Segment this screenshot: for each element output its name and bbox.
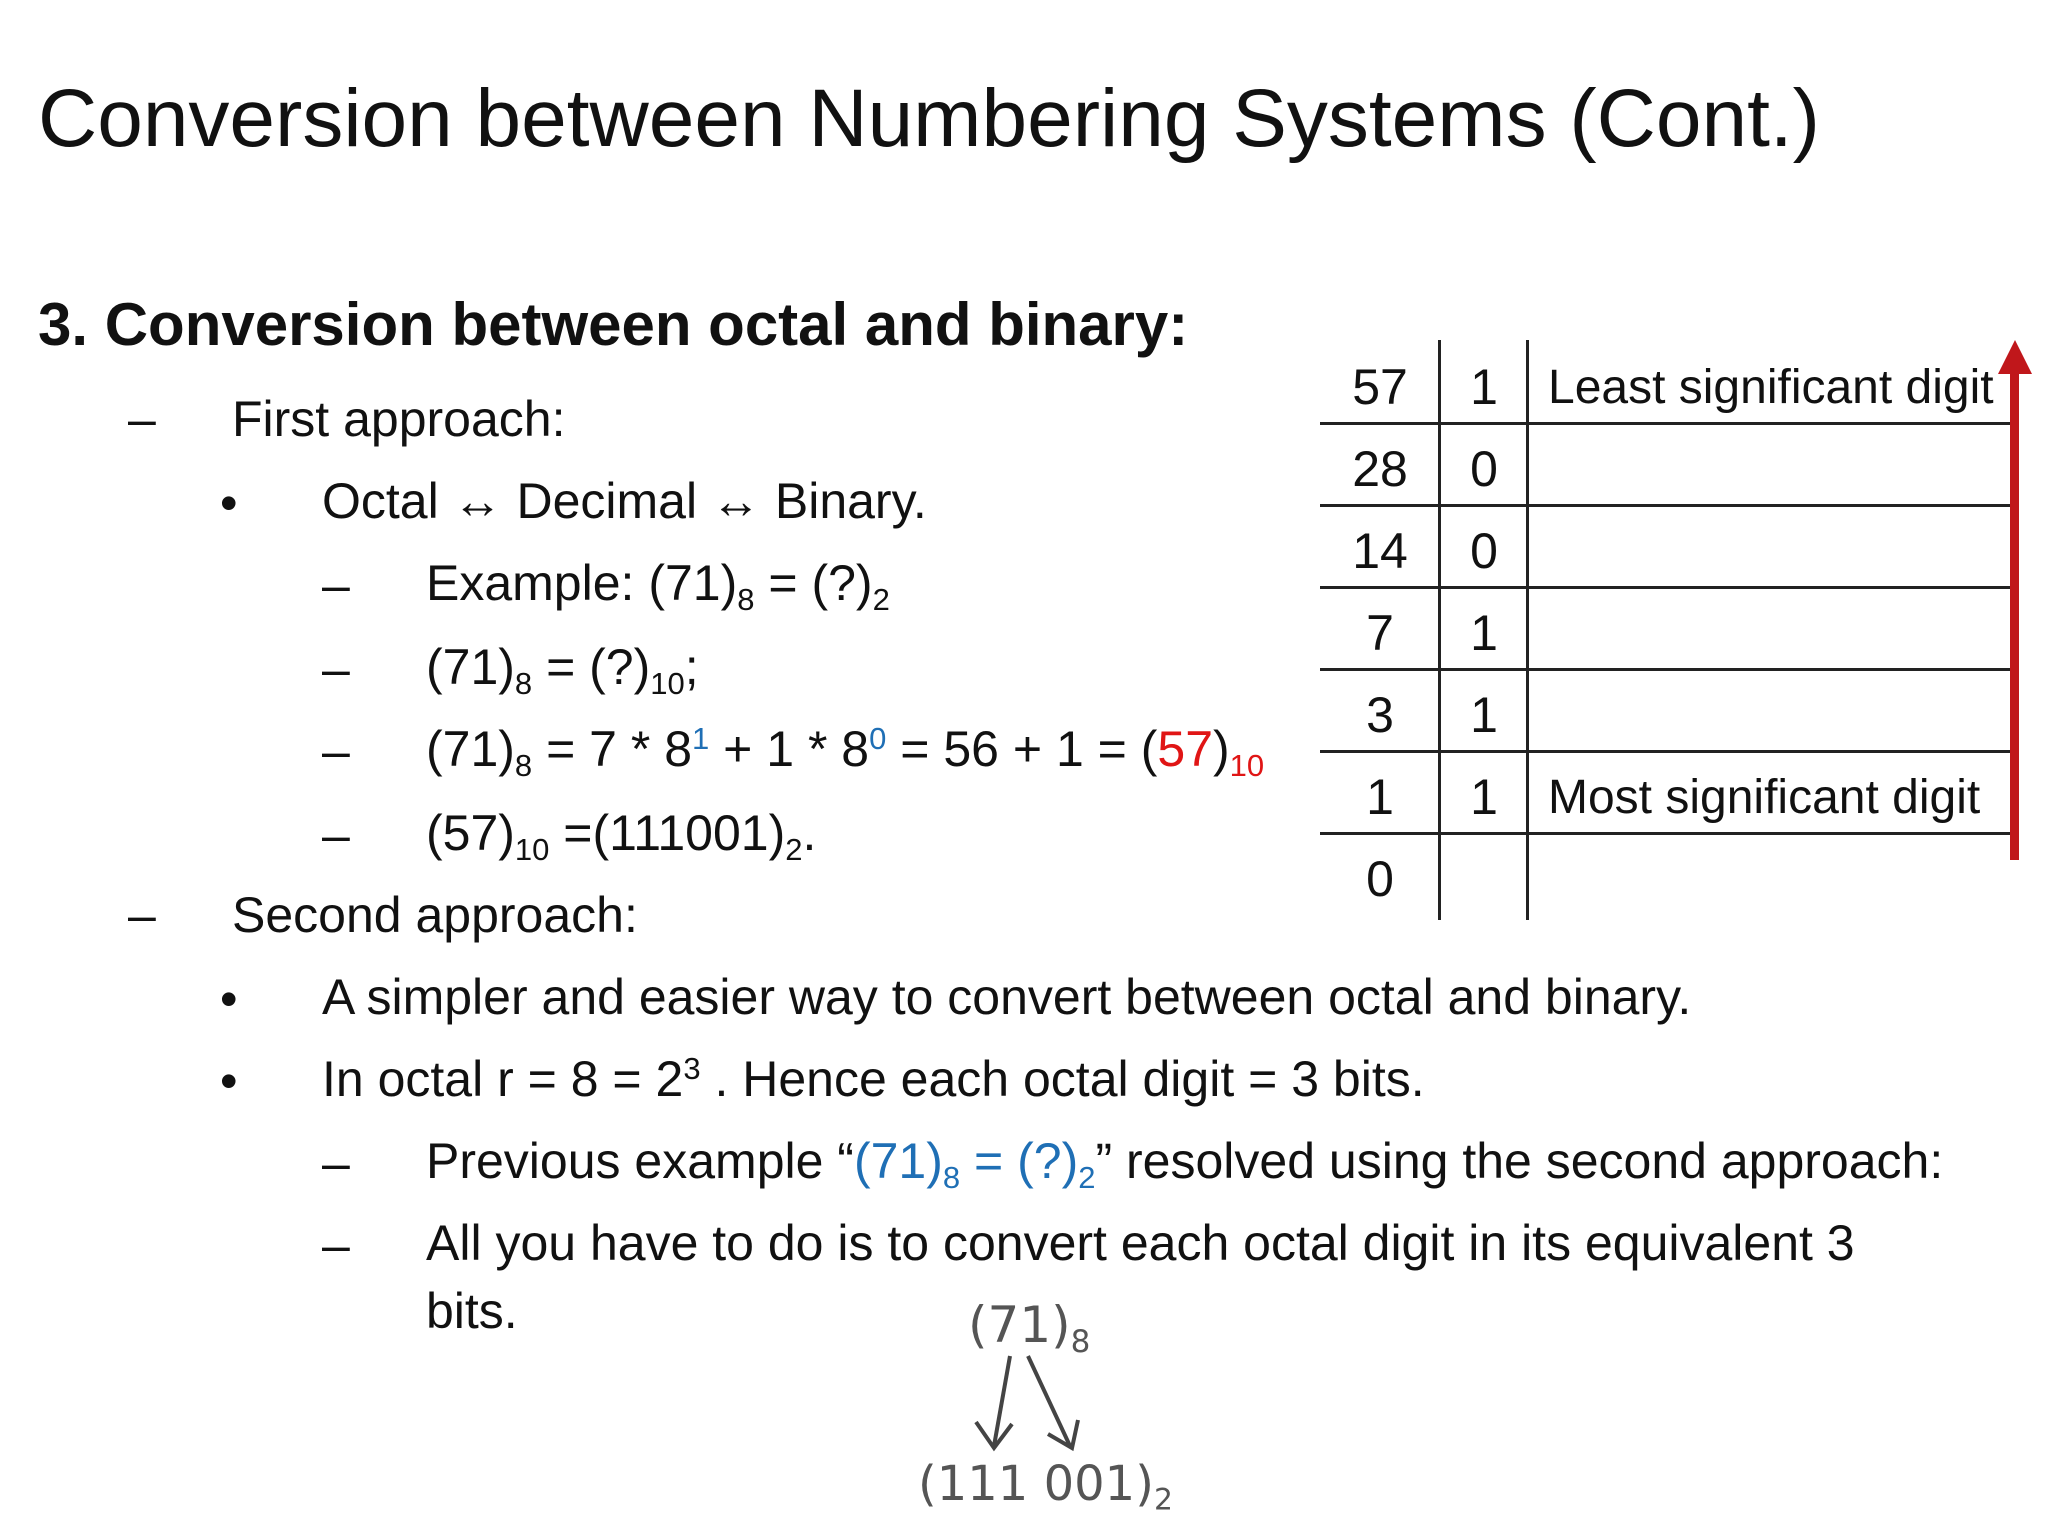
dash-bullet: –: [322, 723, 350, 779]
simpler-way-text: A simpler and easier way to convert between octal and binary.: [322, 969, 1692, 1025]
octal-decimal-binary-text: Octal ↔ Decimal ↔ Binary.: [322, 473, 927, 529]
quotient-cell: 14: [1352, 523, 1408, 579]
step-3-text: $(57)_{10} =(111001)_2$.: [426, 805, 817, 867]
diagram-binary-value: (111 $001)_2$: [918, 1456, 1173, 1518]
dot-bullet: •: [220, 971, 238, 1027]
table-rule: [1320, 422, 2010, 425]
all-you-have-text-cont: bits.: [426, 1283, 518, 1339]
dash-bullet: –: [322, 557, 350, 613]
quotient-cell: 57: [1352, 359, 1408, 415]
remainder-cell: 1: [1470, 687, 1498, 743]
least-significant-label: Least significant digit: [1548, 361, 1994, 414]
quotient-cell: 3: [1366, 687, 1394, 743]
example-text: Example: $(71)_8$ = $(?)_2$: [426, 555, 890, 617]
dash-bullet: –: [128, 887, 156, 943]
division-table: [1320, 340, 2010, 920]
split-arrows-icon: [958, 1350, 1098, 1460]
remainder-cell: 1: [1470, 769, 1498, 825]
slide-title: Conversion between Numbering Systems (Cont.): [38, 73, 1820, 164]
dash-bullet: –: [128, 391, 156, 447]
up-arrow-shaft: [2010, 360, 2019, 860]
remainder-cell: 0: [1470, 441, 1498, 497]
dash-bullet: –: [322, 641, 350, 697]
dash-bullet: –: [322, 1217, 350, 1273]
previous-example-text: Previous example “$(71)_8$ = $(?)_2$” resolved using the second approach:: [426, 1133, 1944, 1195]
table-rule: [1320, 668, 2010, 671]
quotient-cell: 0: [1366, 851, 1394, 907]
quotient-cell: 1: [1366, 769, 1394, 825]
up-arrow-icon: [1998, 340, 2032, 374]
remainder-cell: 1: [1470, 359, 1498, 415]
second-approach-label: Second approach:: [232, 887, 638, 943]
dot-bullet: •: [220, 475, 238, 531]
octal-r-text: In octal $r = 8 = 2^3$ . Hence each octal digit = 3 bits.: [322, 1050, 1425, 1107]
remainder-cell: 0: [1470, 523, 1498, 579]
dash-bullet: –: [322, 807, 350, 863]
dot-bullet: •: [220, 1053, 238, 1109]
dash-bullet: –: [322, 1135, 350, 1191]
step-1-text: $(71)_8$ = $(?)_{10}$;: [426, 639, 699, 701]
table-rule: [1320, 586, 2010, 589]
all-you-have-text: All you have to do is to convert each octal digit in its equivalent 3: [426, 1215, 1855, 1271]
first-approach-label: First approach:: [232, 391, 566, 447]
step-2-text: $(71)_8 = 7 * 8^1 + 1 * 8^0 = 56 + 1 = (57)_{10}$: [426, 720, 1265, 783]
table-rule: [1320, 504, 2010, 507]
quotient-cell: 28: [1352, 441, 1408, 497]
diagram-octal-value: $(71)_8$: [968, 1296, 1091, 1360]
most-significant-label: Most significant digit: [1548, 771, 1981, 824]
section-heading: 3. Conversion between octal and binary:: [38, 291, 1189, 358]
table-rule: [1320, 832, 2010, 835]
quotient-cell: 7: [1366, 605, 1394, 661]
remainder-cell: 1: [1470, 605, 1498, 661]
table-rule: [1320, 750, 2010, 753]
